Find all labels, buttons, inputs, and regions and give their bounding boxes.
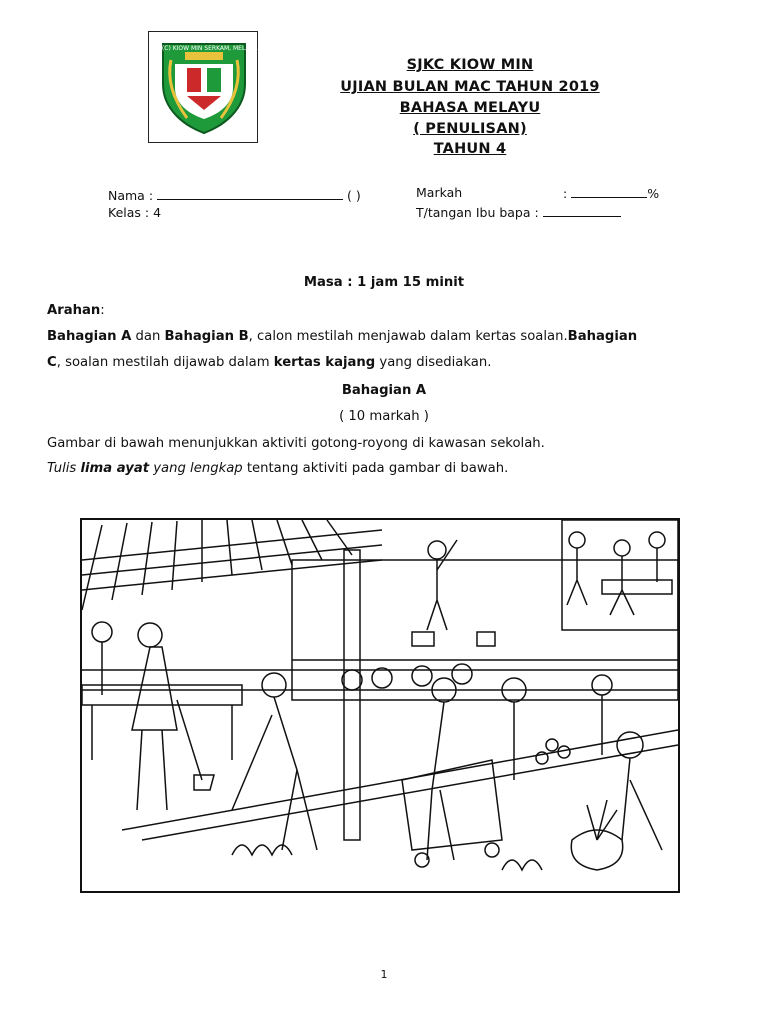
arahan-bahagian-b: Bahagian B [164,329,249,344]
arahan-text: , soalan mestilah dijawab dalam [56,355,274,370]
arahan-label: Arahan [47,303,101,318]
section-marks: ( 10 markah ) [339,409,429,424]
school-crest-icon [150,38,258,136]
arahan-colon: : [100,303,105,318]
gotong-royong-illustration [80,518,680,893]
markah-percent: % [647,186,660,201]
arahan-bahagian: Bahagian [567,329,638,344]
arahan-text: yang disediakan. [375,355,492,370]
year-title: TAHUN 4 [433,141,507,157]
arahan-line-2 [47,355,491,370]
section-title: Bahagian A [341,383,427,398]
nama-label: Nama : [108,188,154,203]
arahan-kertas-kajang: kertas kajang [273,355,376,370]
arahan-line-1 [47,329,637,344]
markah-colon: : [563,186,568,201]
school-name: SJKC KIOW MIN [406,57,534,73]
nama-field [108,187,361,203]
arahan-bahagian-a: Bahagian A [47,329,132,344]
markah-blank[interactable] [571,185,647,198]
task-text: yang lengkap [149,461,243,476]
arahan-bahagian-c: C [47,355,57,370]
page-number: 1 [380,968,388,981]
task-text: tentang aktiviti pada gambar di bawah. [242,461,509,476]
markah-field [563,185,659,201]
markah-label: Markah [416,185,463,200]
tandatangan-blank[interactable] [543,204,621,217]
illustration-icon [82,520,678,891]
arahan-text: , calon mestilah menjawab dalam kertas soalan. [248,329,568,344]
tandatangan-field [416,204,621,220]
arahan-heading [47,303,105,318]
section-task [47,461,508,476]
task-text: Tulis [47,461,81,476]
crest-ring-text: SJK (C) KIOW MIN SERKAM, MELAKA [150,45,258,52]
masa-text: Masa : 1 jam 15 minit [303,275,465,290]
nama-bracket: ( ) [347,188,361,203]
subject-title: BAHASA MELAYU [399,100,541,116]
tandatangan-label: T/tangan Ibu bapa : [416,205,539,220]
nama-blank[interactable] [157,187,343,200]
section-description: Gambar di bawah menunjukkan aktiviti gotong-royong di kawasan sekolah. [47,436,545,451]
school-logo [148,31,258,143]
exam-title: UJIAN BULAN MAC TAHUN 2019 [340,79,600,95]
arahan-text: dan [131,329,165,344]
kelas-field: Kelas : 4 [108,205,162,220]
paper-title: ( PENULISAN) [413,121,527,137]
task-lima-ayat: lima ayat [80,461,150,476]
